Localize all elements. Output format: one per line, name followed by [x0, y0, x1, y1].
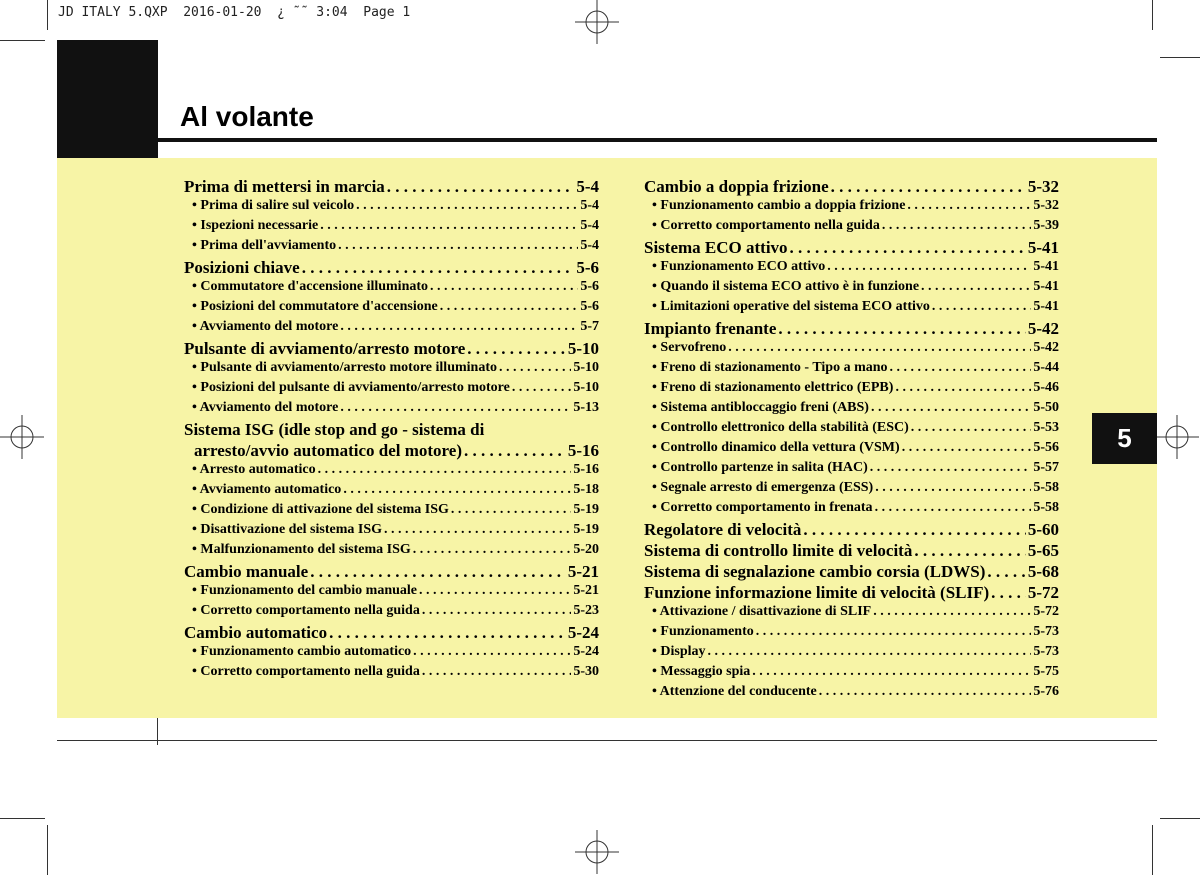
toc-subentry[interactable] [184, 279, 599, 299]
toc-dot-leader [895, 380, 1031, 396]
toc-subentry[interactable] [644, 299, 1059, 319]
toc-dot-leader [827, 259, 1031, 275]
toc-entry[interactable] [644, 238, 1059, 259]
toc-page-number: 5-50 [1033, 400, 1059, 415]
toc-dot-leader [467, 339, 566, 359]
crop-mark-top-right-v [1152, 0, 1153, 30]
registration-mark-left [0, 415, 45, 460]
toc-subentry[interactable] [184, 218, 599, 238]
toc-entry-label: Sistema ISG (idle stop and go - sistema di [184, 420, 485, 439]
toc-entry-label: • Corretto comportamento nella guida [192, 603, 420, 619]
toc-entry[interactable] [644, 319, 1059, 340]
toc-entry-label: Prima di mettersi in marcia [184, 177, 385, 196]
toc-entry-label: • Sistema antibloccaggio freni (ABS) [652, 400, 869, 416]
toc-entry-label: • Ispezioni necessarie [192, 218, 318, 234]
toc-subentry[interactable] [184, 583, 599, 603]
toc-entry-label: • Funzionamento cambio a doppia frizione [652, 198, 905, 214]
toc-entry[interactable] [644, 520, 1059, 541]
toc-dot-leader [387, 177, 575, 197]
toc-entry-label: • Funzionamento ECO attivo [652, 259, 825, 275]
toc-entry-label: • Avviamento del motore [192, 400, 338, 416]
toc-subentry[interactable] [184, 603, 599, 623]
toc-entry-label: • Quando il sistema ECO attivo è in funzione [652, 279, 919, 295]
toc-entry-label: Sistema ECO attivo [644, 238, 788, 257]
toc-entry[interactable] [644, 583, 1059, 604]
toc-entry-label: • Messaggio spia [652, 664, 750, 680]
toc-dot-leader [790, 238, 1026, 258]
toc-entry[interactable] [184, 177, 599, 198]
toc-page-number: 5-19 [573, 502, 599, 517]
toc-page-number: 5-7 [580, 319, 599, 334]
toc-subentry[interactable] [184, 198, 599, 218]
toc-dot-leader [911, 420, 1032, 436]
toc-dot-leader [778, 319, 1025, 339]
toc-subentry[interactable] [644, 400, 1059, 420]
toc-page-number: 5-21 [567, 562, 599, 581]
toc-page-number: 5-10 [567, 339, 599, 358]
toc-dot-leader [756, 624, 1032, 640]
toc-entry-label: • Freno di stazionamento - Tipo a mano [652, 360, 888, 376]
toc-dot-leader [318, 462, 572, 478]
toc-dot-leader [987, 562, 1025, 582]
crop-mark-top-left-h [0, 40, 45, 41]
crop-mark-bottom-left-v [47, 825, 48, 875]
toc-entry-label: Funzione informazione limite di velocità (SLIF) [644, 583, 990, 602]
toc-page-number: 5-10 [573, 380, 599, 395]
toc-dot-leader [340, 400, 571, 416]
toc-page-number: 5-53 [1033, 420, 1059, 435]
toc-dot-leader [329, 623, 566, 643]
toc-entry-label: • Prima di salire sul veicolo [192, 198, 354, 214]
toc-dot-leader [875, 500, 1032, 516]
toc-dot-leader [464, 441, 566, 461]
toc-page-number: 5-16 [567, 441, 599, 460]
toc-entry[interactable] [184, 420, 599, 441]
toc-dot-leader [819, 684, 1032, 700]
toc-page-number: 5-60 [1027, 520, 1059, 539]
toc-page-number: 5-39 [1033, 218, 1059, 233]
toc-page-number: 5-75 [1033, 664, 1059, 679]
toc-page-number: 5-16 [573, 462, 599, 477]
title-rule [158, 138, 1157, 142]
toc-page-number: 5-57 [1033, 460, 1059, 475]
toc-subentry[interactable] [184, 299, 599, 319]
toc-entry-label: • Segnale arresto di emergenza (ESS) [652, 480, 873, 496]
toc-page-number: 5-32 [1033, 198, 1059, 213]
crop-mark-top-right-h [1160, 57, 1200, 58]
toc-dot-leader [422, 664, 571, 680]
toc-subentry[interactable] [644, 644, 1059, 664]
toc-entry[interactable] [644, 177, 1059, 198]
toc-page-number: 5-13 [573, 400, 599, 415]
toc-dot-leader [871, 400, 1031, 416]
toc-entry-label: • Pulsante di avviamento/arresto motore illuminato [192, 360, 497, 376]
toc-page-number: 5-65 [1027, 541, 1059, 560]
toc-page-number: 5-4 [580, 218, 599, 233]
toc-entry-continuation[interactable] [184, 441, 599, 462]
toc-dot-leader [803, 520, 1025, 540]
toc-dot-leader [422, 603, 571, 619]
toc-entry-label: • Funzionamento [652, 624, 754, 640]
toc-page-number: 5-24 [573, 644, 599, 659]
toc-entry-label: • Condizione di attivazione del sistema ISG [192, 502, 449, 518]
toc-dot-leader [440, 299, 579, 315]
toc-entry-label: • Corretto comportamento nella guida [652, 218, 880, 234]
toc-page-number: 5-41 [1033, 259, 1059, 274]
toc-subentry[interactable] [644, 604, 1059, 624]
registration-mark-right [1155, 415, 1200, 460]
toc-subentry[interactable] [644, 380, 1059, 400]
crop-mark-top-left-v [47, 0, 48, 30]
toc-page-number: 5-6 [576, 258, 599, 277]
toc-subentry[interactable] [644, 440, 1059, 460]
toc-page-number: 5-10 [573, 360, 599, 375]
toc-subentry[interactable] [644, 664, 1059, 684]
toc-subentry[interactable] [184, 380, 599, 400]
toc-dot-leader [921, 279, 1031, 295]
toc-entry-label: Pulsante di avviamento/arresto motore [184, 339, 466, 358]
toc-dot-leader [932, 299, 1031, 315]
toc-entry-label: • Funzionamento cambio automatico [192, 644, 411, 660]
toc-dot-leader [343, 482, 571, 498]
toc-dot-leader [870, 460, 1032, 476]
toc-dot-leader [413, 542, 572, 558]
toc-entry[interactable] [644, 562, 1059, 583]
toc-entry-label: • Controllo partenze in salita (HAC) [652, 460, 868, 476]
toc-entry-label: • Commutatore d'accensione illuminato [192, 279, 428, 295]
toc-dot-leader [512, 380, 572, 396]
toc-entry-label: • Avviamento automatico [192, 482, 341, 498]
toc-dot-leader [890, 360, 1032, 376]
toc-entry-label: Posizioni chiave [184, 258, 300, 277]
toc-page-number: 5-4 [580, 198, 599, 213]
toc-entry-label: • Corretto comportamento in frenata [652, 500, 873, 516]
toc-entry-label: • Arresto automatico [192, 462, 316, 478]
toc-page-number: 5-6 [580, 279, 599, 294]
toc-page-number: 5-6 [580, 299, 599, 314]
toc-entry-label: • Posizioni del pulsante di avviamento/arresto motore [192, 380, 510, 396]
toc-entry[interactable] [184, 562, 599, 583]
toc-dot-leader [419, 583, 571, 599]
toc-subentry[interactable] [644, 420, 1059, 440]
toc-subentry[interactable] [184, 462, 599, 482]
toc-subentry[interactable] [644, 340, 1059, 360]
toc-entry-label: • Funzionamento del cambio manuale [192, 583, 417, 599]
toc-subentry[interactable] [184, 238, 599, 258]
toc-entry[interactable] [644, 541, 1059, 562]
print-slug-header: JD ITALY 5.QXP 2016-01-20 ¿ ˜˜ 3:04 Page 1 [58, 5, 411, 20]
toc-entry-label: • Controllo dinamico della vettura (VSM) [652, 440, 900, 456]
toc-entry-label: • Disattivazione del sistema ISG [192, 522, 382, 538]
toc-dot-leader [310, 562, 566, 582]
toc-dot-leader [430, 279, 578, 295]
toc-subentry[interactable] [644, 218, 1059, 238]
toc-page-number: 5-41 [1033, 279, 1059, 294]
registration-mark-bottom [575, 830, 620, 875]
toc-entry-label: Cambio a doppia frizione [644, 177, 829, 196]
toc-subentry[interactable] [644, 279, 1059, 299]
chapter-number-tab: 5 [1092, 413, 1157, 464]
left-vertical-rule [157, 718, 158, 745]
toc-dot-leader [451, 502, 571, 518]
toc-subentry[interactable] [644, 480, 1059, 500]
toc-subentry[interactable] [184, 502, 599, 522]
toc-dot-leader [413, 644, 571, 660]
toc-page-number: 5-58 [1033, 500, 1059, 515]
toc-entry-label: • Prima dell'avviamento [192, 238, 336, 254]
toc-dot-leader [356, 198, 578, 214]
toc-page-number: 5-46 [1033, 380, 1059, 395]
toc-dot-leader [499, 360, 571, 376]
toc-subentry[interactable] [184, 664, 599, 684]
toc-page-number: 5-30 [573, 664, 599, 679]
toc-page-number: 5-73 [1033, 624, 1059, 639]
toc-subentry[interactable] [184, 319, 599, 339]
toc-entry-label: • Attenzione del conducente [652, 684, 817, 700]
toc-subentry[interactable] [184, 522, 599, 542]
toc-entry-label: • Controllo elettronico della stabilità (ESC) [652, 420, 909, 436]
toc-page-number: 5-73 [1033, 644, 1059, 659]
toc-dot-leader [991, 583, 1026, 603]
toc-subentry[interactable] [184, 542, 599, 562]
toc-entry-label: • Limitazioni operative del sistema ECO attivo [652, 299, 930, 315]
toc-page-number: 5-18 [573, 482, 599, 497]
toc-entry-label: Cambio manuale [184, 562, 309, 581]
toc-page-number: 5-41 [1033, 299, 1059, 314]
toc-subentry[interactable] [644, 624, 1059, 644]
toc-entry-label: • Avviamento del motore [192, 319, 338, 335]
toc-entry-label: Regolatore di velocità [644, 520, 802, 539]
toc-page-number: 5-72 [1033, 604, 1059, 619]
toc-dot-leader [902, 440, 1032, 456]
toc-dot-leader [914, 541, 1025, 561]
toc-dot-leader [831, 177, 1026, 197]
toc-dot-leader [384, 522, 571, 538]
toc-page-number: 5-41 [1027, 238, 1059, 257]
toc-subentry[interactable] [184, 360, 599, 380]
toc-entry-label: • Servofreno [652, 340, 726, 356]
toc-page-number: 5-24 [567, 623, 599, 642]
toc-entry-label: • Attivazione / disattivazione di SLIF [652, 604, 871, 620]
toc-entry-label: arresto/avvio automatico del motore) [194, 441, 462, 460]
toc-subentry[interactable] [644, 259, 1059, 279]
toc-page-number: 5-68 [1027, 562, 1059, 581]
toc-subentry[interactable] [184, 644, 599, 664]
toc-dot-leader [752, 664, 1031, 680]
crop-mark-bottom-left-h [0, 818, 45, 819]
toc-page-number: 5-72 [1027, 583, 1059, 602]
toc-subentry[interactable] [644, 500, 1059, 520]
toc-entry[interactable] [184, 339, 599, 360]
toc-dot-leader [882, 218, 1031, 234]
toc-entry[interactable] [184, 258, 599, 279]
toc-subentry[interactable] [644, 684, 1059, 704]
toc-page-number: 5-56 [1033, 440, 1059, 455]
crop-mark-bottom-right-h [1160, 818, 1200, 819]
toc-dot-leader [302, 258, 575, 278]
toc-page-number: 5-4 [576, 177, 599, 196]
toc-subentry[interactable] [184, 482, 599, 502]
toc-entry-label: Impianto frenante [644, 319, 777, 338]
toc-entry-label: Cambio automatico [184, 623, 328, 642]
toc-page-number: 5-23 [573, 603, 599, 618]
toc-dot-leader [907, 198, 1031, 214]
toc-page-number: 5-4 [580, 238, 599, 253]
toc-dot-leader [875, 480, 1031, 496]
page-title: Al volante [180, 101, 314, 132]
toc-page-number: 5-42 [1033, 340, 1059, 355]
toc-subentry[interactable] [644, 360, 1059, 380]
toc-dot-leader [320, 218, 578, 234]
toc-dot-leader [338, 238, 578, 254]
toc-dot-leader [708, 644, 1032, 660]
chapter-black-block [57, 40, 158, 158]
toc-entry-label: • Posizioni del commutatore d'accensione [192, 299, 438, 315]
toc-subentry[interactable] [644, 460, 1059, 480]
bottom-rule [57, 740, 1157, 741]
toc-page-number: 5-32 [1027, 177, 1059, 196]
toc-page-number: 5-44 [1033, 360, 1059, 375]
toc-entry-label: Sistema di controllo limite di velocità [644, 541, 913, 560]
toc-page-number: 5-19 [573, 522, 599, 537]
toc-dot-leader [873, 604, 1031, 620]
toc-dot-leader [728, 340, 1031, 356]
toc-subentry[interactable] [644, 198, 1059, 218]
toc-page-number: 5-20 [573, 542, 599, 557]
toc-entry-label: • Corretto comportamento nella guida [192, 664, 420, 680]
registration-mark-top [575, 0, 620, 45]
toc-page-number: 5-21 [573, 583, 599, 598]
toc-entry-label: • Freno di stazionamento elettrico (EPB) [652, 380, 893, 396]
toc-dot-leader [340, 319, 578, 335]
toc-page-number: 5-42 [1027, 319, 1059, 338]
toc-subentry[interactable] [184, 400, 599, 420]
toc-page-number: 5-58 [1033, 480, 1059, 495]
toc-column-left [184, 177, 599, 684]
toc-column-right [644, 177, 1059, 704]
toc-entry-label: • Display [652, 644, 706, 660]
toc-entry-label: • Malfunzionamento del sistema ISG [192, 542, 411, 558]
toc-page-number: 5-76 [1033, 684, 1059, 699]
crop-mark-bottom-right-v [1152, 825, 1153, 875]
toc-entry[interactable] [184, 623, 599, 644]
toc-entry-label: Sistema di segnalazione cambio corsia (LDWS) [644, 562, 986, 581]
